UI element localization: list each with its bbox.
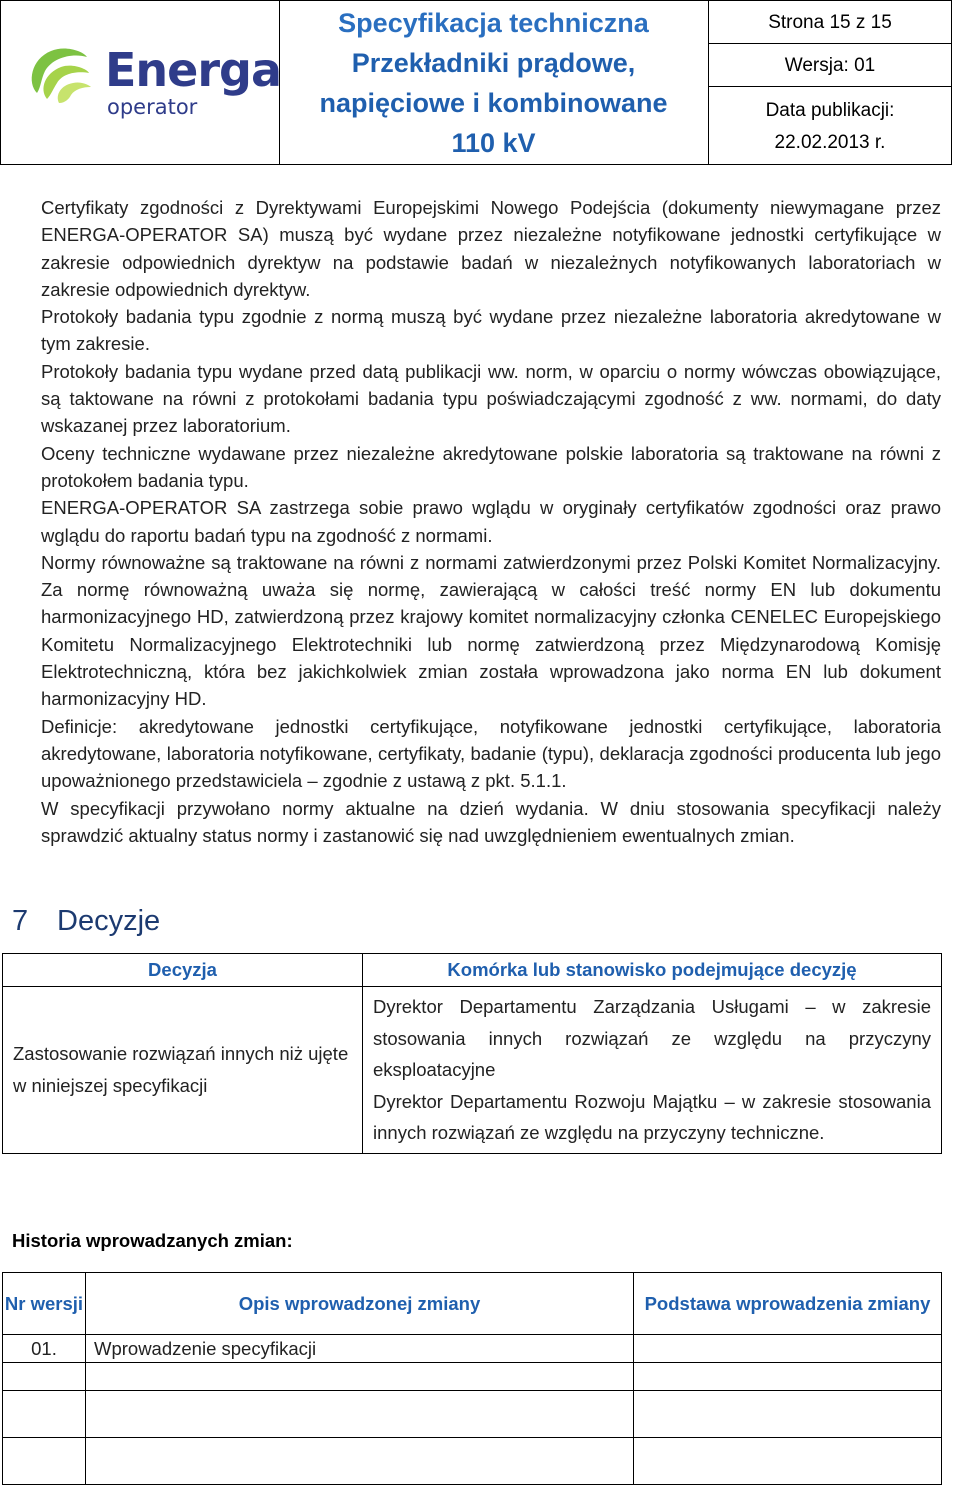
authority-2: Dyrektor Departamentu Rozwoju Majątku – w zakresie stosowania innych rozwiązań ze względu na przyczyny techniczne.	[373, 1090, 931, 1143]
authority-1: Dyrektor Departamentu Zarządzania Usługami – w zakresie stosowania innych rozwiązań ze względu na przyczyny eksploatacyjne	[373, 996, 931, 1080]
title-line-1: Specyfikacja techniczna	[338, 8, 649, 38]
column-header-decision: Decyzja	[3, 954, 363, 987]
publication-date: 22.02.2013 r.	[774, 132, 886, 153]
title-line-2: Przekładniki prądowe,	[351, 48, 636, 78]
decisions-table	[2, 953, 942, 1154]
table-row	[3, 1391, 942, 1438]
section-heading	[12, 905, 160, 938]
energa-logo-icon	[25, 41, 95, 111]
paragraph: Protokoły badania typu wydane przed datą publikacji ww. norm, w oparciu o normy wówczas obowiązujące, są taktowane na równi z protokołami badania typu poświadczającymi zgodność z ww. normami, do daty wskazanej przez laboratorium.	[41, 360, 941, 437]
logo-name: Energa	[105, 43, 282, 97]
document-title	[279, 1, 709, 164]
section-title: Decyzje	[57, 905, 161, 937]
page-number: Strona 15 z 15	[709, 1, 951, 44]
paragraph: Definicje: akredytowane jednostki certyfikujące, notyfikowane jednostki certyfikujące, laboratoria akredytowane, laboratoria notyfikowane, certyfikaty, badanie (typu), deklaracja zgodności producenta lub jego upoważnionego przedstawiciela – zgodnie z ustawą z pkt. 5.1.1.	[41, 715, 941, 792]
version-number: Wersja: 01	[709, 44, 951, 87]
paragraph: Oceny techniczne wydawane przez niezależne akredytowane polskie laboratoria są traktowane na równi z protokołem badania typu.	[41, 442, 941, 491]
title-line-3: napięciowe i kombinowane	[319, 88, 668, 118]
table-row	[3, 1363, 942, 1391]
table-row	[3, 1438, 942, 1485]
decision-cell: Zastosowanie rozwiązań innych niż ujęte w niniejszej specyfikacji	[3, 987, 363, 1154]
column-header-authority: Komórka lub stanowisko podejmujące decyzję	[363, 954, 942, 987]
title-line-4: 110 kV	[451, 128, 536, 158]
paragraph: ENERGA-OPERATOR SA zastrzega sobie prawo wglądu w oryginały certyfikatów zgodności oraz prawo wglądu do raportu badań typu na zgodność z normami.	[41, 497, 941, 546]
history-table	[2, 1272, 942, 1485]
history-label: Historia wprowadzanych zmian:	[12, 1230, 293, 1251]
paragraph: Protokoły badania typu zgodnie z normą muszą być wydane przez niezależne laboratoria akredytowane w tym zakresie.	[41, 306, 941, 355]
paragraph: Certyfikaty zgodności z Dyrektywami Europejskimi Nowego Podejścia (dokumenty niewymagane przez ENERGA-OPERATOR SA) muszą być wydane przez niezależne notyfikowane jednostki certyfikujące w zakresie odpowiednich dyrektyw na podstawie badań w niezależnych notyfikowanych laboratoriach w zakresie odpowiednich dyrektyw.	[41, 197, 941, 300]
column-header-description: Opis wprowadzonej zmiany	[86, 1273, 634, 1335]
publication-date-cell	[709, 87, 951, 164]
body-text	[41, 194, 941, 849]
table-header-row	[3, 1273, 942, 1335]
publication-date-label: Data publikacji:	[765, 100, 895, 121]
basis-cell	[634, 1335, 942, 1363]
paragraph: Normy równoważne są traktowane na równi z normami zatwierdzonymi przez Polski Komitet Normalizacyjny. Za normę równoważną uważa się normę, zawierającą w całości treść normy EN lub dokumentu harmonizacyjnego HD, zatwierdzoną przez krajowy komitet normalizacyjny członka CENELEC Europejskiego Komitetu Normalizacyjnego Elektrotechniki lub normę zatwierdzoną przez Międzynarodową Komisję Elektrotechniczną, która bez jakichkolwiek zmian została wprowadzona jako norma EN lub dokument harmonizacyjny HD.	[41, 551, 941, 710]
column-header-version: Nr wersji	[3, 1273, 86, 1335]
document-header	[0, 0, 952, 165]
column-header-basis: Podstawa wprowadzenia zmiany	[634, 1273, 942, 1335]
authority-cell	[363, 987, 942, 1154]
version-cell: 01.	[3, 1335, 86, 1363]
logo-subtitle: operator	[107, 95, 198, 119]
logo-area	[1, 1, 280, 164]
description-cell: Wprowadzenie specyfikacji	[86, 1335, 634, 1363]
header-meta	[709, 1, 951, 164]
table-header-row	[3, 954, 942, 987]
table-row	[3, 987, 942, 1154]
section-number: 7	[12, 905, 29, 937]
paragraph: W specyfikacji przywołano normy aktualne na dzień wydania. W dniu stosowania specyfikacji należy sprawdzić aktualny status normy i zastanowić się nad uwzględnieniem ewentualnych zmian.	[41, 797, 941, 846]
table-row	[3, 1335, 942, 1363]
